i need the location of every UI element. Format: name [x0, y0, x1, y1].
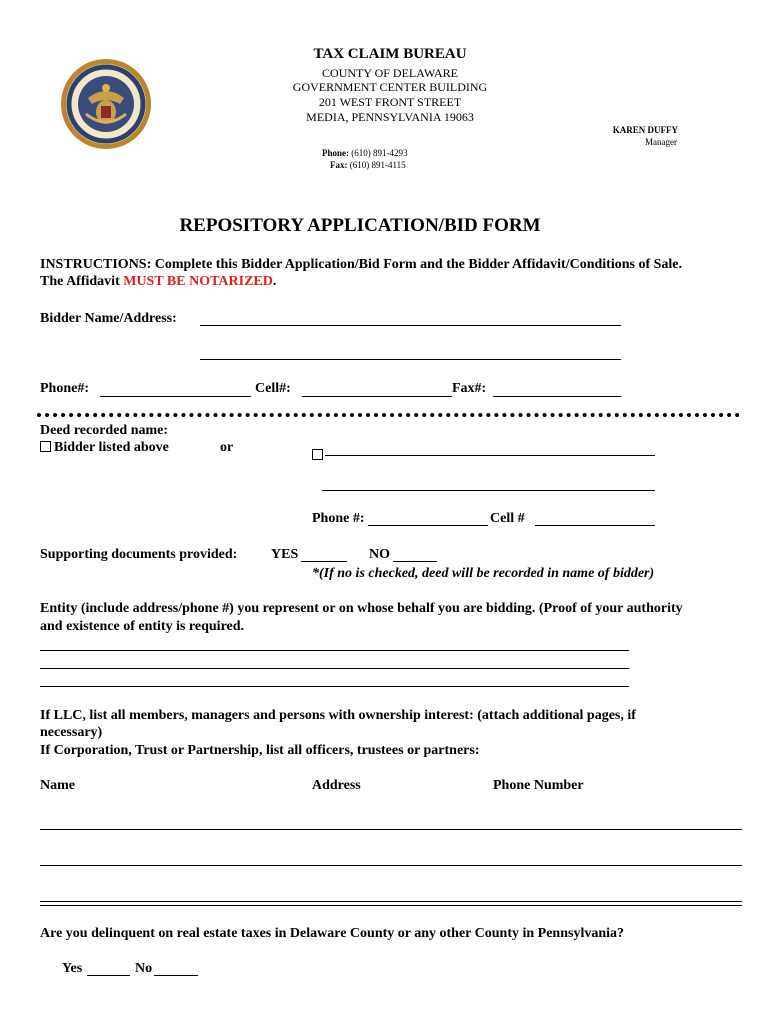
bidder-name-label: Bidder Name/Address:	[40, 311, 177, 326]
bidder-checkbox[interactable]	[40, 441, 51, 452]
supporting-no-label: NO	[369, 547, 390, 562]
bidder-option-label: Bidder listed above	[54, 440, 169, 455]
bureau-phone	[322, 148, 408, 158]
header-address: Address	[312, 778, 361, 793]
address-line-2: GOVERNMENT CENTER BUILDING	[292, 80, 488, 94]
member-row-1[interactable]	[40, 829, 742, 830]
llc-instruction-2: necessary)	[40, 725, 103, 740]
member-row-2[interactable]	[40, 865, 742, 866]
header-phone-number: Phone Number	[493, 778, 584, 793]
manager-title: Manager	[645, 137, 677, 147]
manager-name: KAREN DUFFY	[612, 125, 678, 135]
dotted-separator	[37, 413, 740, 417]
delinquent-yes-field[interactable]	[87, 975, 130, 976]
fax-field-label: Fax#:	[452, 381, 487, 396]
cell-field[interactable]	[302, 396, 452, 397]
deed-label: Deed recorded name:	[40, 423, 169, 438]
deed-other-name-field[interactable]	[325, 455, 655, 456]
bidder-address-field[interactable]	[200, 359, 621, 360]
form-title: REPOSITORY APPLICATION/BID FORM	[179, 215, 541, 236]
entity-field-3[interactable]	[40, 686, 629, 687]
deed-phone-field[interactable]	[368, 525, 488, 526]
phone-field-label: Phone#:	[40, 381, 89, 396]
phone-label: Phone:	[322, 148, 349, 158]
deed-cell-label: Cell #	[490, 511, 525, 526]
other-name-checkbox[interactable]	[312, 449, 323, 460]
instructions-text: INSTRUCTIONS: Complete this Bidder Application/Bid Form and the Bidder Affidavit/Conditions of Sale.	[40, 257, 683, 272]
affidavit-note	[40, 274, 276, 290]
phone-value: (610) 891-4293	[351, 148, 408, 158]
cell-field-label: Cell#:	[255, 381, 291, 396]
entity-instruction-2: and existence of entity is required.	[40, 619, 245, 634]
fax-field[interactable]	[493, 396, 621, 397]
address-line-1: COUNTY OF DELAWARE	[322, 66, 458, 80]
deed-option-bidder[interactable]	[40, 440, 169, 456]
entity-field-1[interactable]	[40, 650, 629, 651]
affidavit-period: .	[272, 274, 277, 289]
supporting-yes-label: YES	[271, 547, 299, 562]
deed-other-address-field[interactable]	[322, 490, 655, 491]
delinquent-no-field[interactable]	[154, 975, 198, 976]
affidavit-prefix: The Affidavit	[40, 274, 124, 289]
supporting-no-field[interactable]	[393, 561, 437, 562]
deed-or: or	[220, 440, 234, 455]
delinquent-question: Are you delinquent on real estate taxes in Delaware County or any other County in Pennsylvania?	[40, 926, 625, 941]
header-name: Name	[40, 778, 75, 793]
fax-label: Fax:	[330, 160, 348, 170]
deed-phone-label: Phone #:	[312, 511, 365, 526]
deed-cell-field[interactable]	[535, 525, 655, 526]
bureau-fax	[330, 160, 406, 170]
bureau-name: TAX CLAIM BUREAU	[313, 46, 467, 62]
address-line-4: MEDIA, PENNSYLVANIA 19063	[306, 110, 474, 124]
bidder-name-field[interactable]	[200, 325, 621, 326]
entity-instruction-1: Entity (include address/phone #) you represent or on whose behalf you are bidding. (Proof of your authority	[40, 601, 683, 616]
member-row-3[interactable]	[40, 901, 742, 902]
fax-value: (610) 891-4115	[349, 160, 406, 170]
phone-field[interactable]	[100, 396, 251, 397]
corp-instruction: If Corporation, Trust or Partnership, list all officers, trustees or partners:	[40, 743, 480, 758]
entity-field-2[interactable]	[40, 668, 629, 669]
county-seal	[60, 58, 152, 150]
delinquent-no-label: No	[135, 961, 153, 976]
llc-instruction-1: If LLC, list all members, managers and persons with ownership interest: (attach additional pages, if	[40, 708, 636, 723]
supporting-note: *(If no is checked, deed will be recorded in name of bidder)	[312, 566, 655, 581]
section-divider	[40, 905, 742, 906]
supporting-yes-field[interactable]	[301, 561, 347, 562]
supporting-docs-label: Supporting documents provided:	[40, 547, 238, 562]
notarized-warning: MUST BE NOTARIZED	[123, 274, 273, 289]
address-line-3: 201 WEST FRONT STREET	[318, 95, 462, 109]
delinquent-yes-label: Yes	[62, 961, 83, 976]
